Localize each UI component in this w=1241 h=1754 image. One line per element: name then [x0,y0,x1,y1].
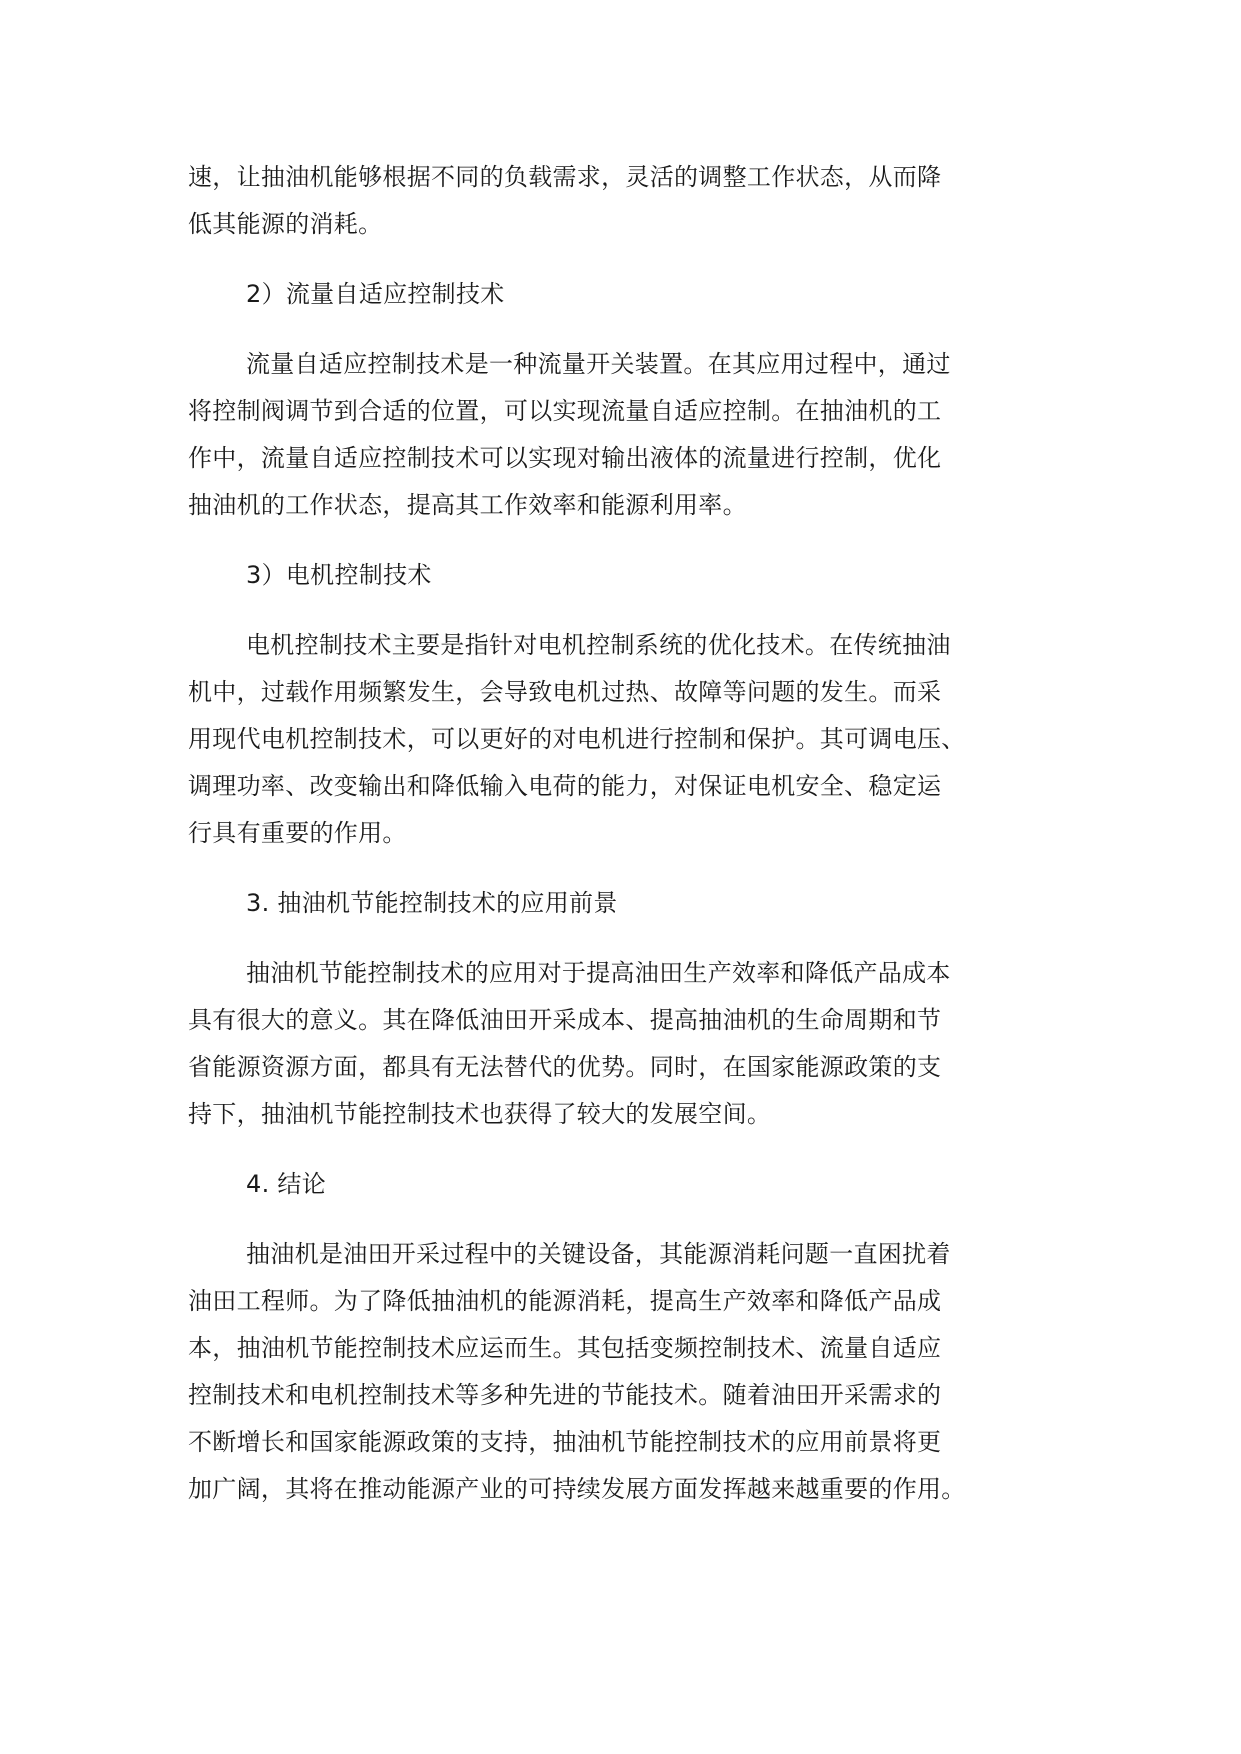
paragraph-line: 本，抽油机节能控制技术应运而生。其包括变频控制技术、流量自适应 [188,1334,942,1362]
paragraph [188,154,1068,248]
section-heading [188,552,1068,599]
paragraph-line: 抽油机的工作状态，提高其工作效率和能源利用率。 [188,491,747,519]
paragraph-line: 低其能源的消耗。 [188,210,383,238]
document-page [188,154,1068,1513]
paragraph-line: 省能源资源方面，都具有无法替代的优势。同时，在国家能源政策的支 [188,1053,942,1081]
paragraph-line: 机中，过载作用频繁发生，会导致电机过热、故障等问题的发生。而采 [188,678,942,706]
paragraph-line: 抽油机节能控制技术的应用对于提高油田生产效率和降低产品成本 [246,959,951,987]
paragraph-line: 加广阔，其将在推动能源产业的可持续发展方面发挥越来越重要的作用。 [188,1475,966,1503]
paragraph-line: 油田工程师。为了降低抽油机的能源消耗，提高生产效率和降低产品成 [188,1287,942,1315]
paragraph-line: 控制技术和电机控制技术等多种先进的节能技术。随着油田开采需求的 [188,1381,942,1409]
heading-text: 3）电机控制技术 [246,561,432,589]
paragraph [188,622,1068,857]
paragraph-line: 抽油机是油田开采过程中的关键设备，其能源消耗问题一直困扰着 [246,1240,951,1268]
paragraph-line: 行具有重要的作用。 [188,819,407,847]
paragraph-line: 流量自适应控制技术是一种流量开关装置。在其应用过程中，通过 [246,350,951,378]
paragraph-line: 电机控制技术主要是指针对电机控制系统的优化技术。在传统抽油 [246,631,951,659]
paragraph [188,1231,1068,1513]
paragraph-line: 持下，抽油机节能控制技术也获得了较大的发展空间。 [188,1100,772,1128]
section-heading [188,1161,1068,1208]
section-heading [188,271,1068,318]
heading-text: 2）流量自适应控制技术 [246,280,505,308]
paragraph-line: 作中，流量自适应控制技术可以实现对输出液体的流量进行控制，优化 [188,444,942,472]
heading-text: 3. 抽油机节能控制技术的应用前景 [246,889,618,917]
paragraph-line: 不断增长和国家能源政策的支持，抽油机节能控制技术的应用前景将更 [188,1428,942,1456]
heading-text: 4. 结论 [246,1170,327,1198]
paragraph-line: 具有很大的意义。其在降低油田开采成本、提高抽油机的生命周期和节 [188,1006,942,1034]
paragraph-line: 用现代电机控制技术，可以更好的对电机进行控制和保护。其可调电压、 [188,725,966,753]
paragraph [188,341,1068,529]
paragraph [188,950,1068,1138]
section-heading [188,880,1068,927]
paragraph-line: 调理功率、改变输出和降低输入电荷的能力，对保证电机安全、稳定运 [188,772,942,800]
paragraph-line: 将控制阀调节到合适的位置，可以实现流量自适应控制。在抽油机的工 [188,397,942,425]
paragraph-line: 速，让抽油机能够根据不同的负载需求，灵活的调整工作状态，从而降 [188,163,942,191]
